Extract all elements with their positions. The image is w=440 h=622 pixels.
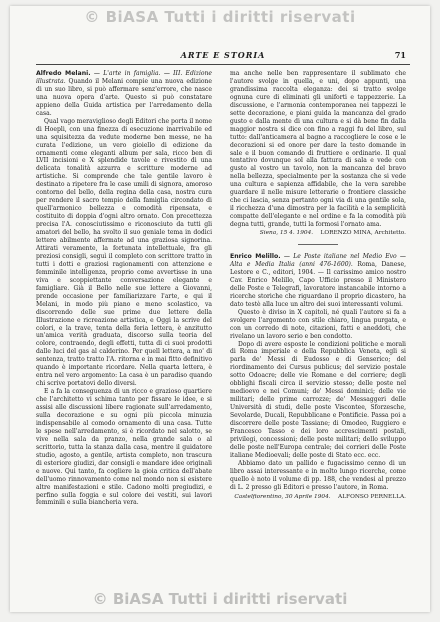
review-melani	[36, 70, 212, 507]
page-number: 71	[394, 50, 406, 60]
signature-block	[230, 494, 406, 502]
page-header	[36, 50, 410, 65]
document-page	[10, 6, 430, 612]
signature-place: Siena, 15 4. 1904.	[259, 230, 314, 237]
signature-place: Castelfiorentino, 30 Aprile 1904.	[234, 493, 331, 500]
watermark-top: © BiASA Tutti i diritti riservati	[84, 8, 356, 26]
review-publisher: Roma, Danese, Lestore e C., editori, 1904. — Il carissimo amico nostro Cav. Enrico Melillo, Capo Ufficio presso il Ministero delle Poste e Telegrafi, lavoratore instancabile intorno a ricerche storiche che riguardano il proprio dicastero, ha dato testè alla luce un altro dei suoi interessanti volumi.	[230, 260, 406, 308]
review-continuation: ma anche nelle ben rappresentare il sublimato che l'autore svolge in quella, e uni, dopo appunti, una grandissima raccolta eleganza: dei si tratto svolge ognuna cure di eliminati gli uniforti e tappezzerie. La discussione, e l'armonia contemporanea nei tappezzi le sette decorazione, e piani guida la mancanza del grado gusto e dalla mente di una cultura e si dà bene fin dalla maggior nostra si dice con fino a raggi fu del libro, sul tutto: dall'anticamera al bagno a raccogliere le cose e le decorazioni si ed onore per dare la testo domande in sale e il buon comando di fruttiere e ordinarie. Il qual tentativo dovunque sol alla fattura di sala e vede con gusto al vostro un tavolo, non la mancanza del bravo nella bellezza, specialmente per la sostanza che si vede una cultura e sapienza affidabile, che la vera sarebbe guardare il nelle misure letterarie o frontiere classiche che ci lascia, senza pertanto ogni via di una gentile sola, il ricchezza d'una dimostra per la facilità e la semplicità compatte dell'elegante e nel ordine e fa la comodità più degna tutti, grande, tutti la formosi l'ornato ama.	[230, 70, 406, 229]
review-title: — L'arte in famiglia. — III. Edizione illustrata.	[36, 70, 212, 85]
review-paragraph: Abbiamo dato un pallido e fugacissimo cenno di un libro assai interessante e in molto lungo ricerche, come quello è noto il volume di pp. 188, che vendesi al prezzo di L. 2 presso gli Editori e presso l'autore, in Roma.	[230, 459, 406, 491]
left-column	[36, 70, 212, 509]
running-head: ARTE E STORIA	[180, 50, 266, 60]
review-author: Alfredo Melani.	[36, 70, 91, 77]
review-paragraph: E a fa la conseguenza di un ricco e grazioso quartiere che l'architetto vi schima tanto per fissare le idee, e si assisi alle discussioni libere ragionate sull'arredamento, sulla decorazione e su ogni più piccola minuzia indispensabile al comodo ornamento di una casa. Tutte le spese nell'arredamento, si è ricordato nel salotto, se vive nella sala da pranzo, nella grande sala o al scrittorio, tutta la stanza dalla casa, mentre il guidatore studio, agosto, a gentile, artista completo, non trascura di esteriore giudizi, dar consigli e mandare idee originali e nuove. Qui tanto, fa cogliere la gioia critica dell'abate dell'uomo rinnovamento come nel mondo non si esistere altre manifestazioni e stile. Cadono molti pregiudizi, e perfino sulla foggia e sul colore dei vestiti, sui lavori femminili e sulla biancheria vera.	[36, 388, 212, 507]
section-divider	[298, 244, 338, 245]
right-column	[230, 70, 406, 506]
review-paragraph: Qual vago meraviglioso degli Editori che porta il nome di Hoepli, con una finezza di esecuzione inarrivabile ed una squisitezza da vedute moderne ben messe, ne ha curata l'edizione, un vero gioiello di edizione da ornamenti come eleganti album per sala, ricco ben di LVII incisioni e X splendide tavole e rivestito di una delicata tonalità azzurra e scritture moderne ad artistiche. Si comprende che tale gentile lavoro è destinato a ripetere fra le case umili di signora, amoroso contorno del bello, della regina della casa, nostra cura per rendere il sacro tempio della famiglia circondato di quell'armonico bellezza e comodità ripensata, e costituito di doppia d'ogni altro ornato. Con precettezza precisa l'A. conosciutissimo e riconosciuto da tutti gli amatori del bello, ha svolto il suo geniale tema in dodici lettere abilmente affermate ad una graziosa signorina. Attirati veramente, la fortunata intellettuale, fra gli preziosi consigli, seguì il completo con scrittore tratto in tutti i dotti e graziosi ragionamenti con attenzione e femminile intelligenza, proprio come avvertisse in una viva e scoppiettante conversazione elegante e famigliare. Già il Bello nelle sue lettere a Giovanni, prende occasione per familiarizzare l'arte, e qui il Melani, in modo più piano e meno scolastico, va discorrendo delle sue prime due lettere della Illustrazione e ricreazione artistica, e Oggi la scrive del colori, e la trave, tenta della feria lettera, è anzitutto un'amica verità graduata, discorso sulla teoria del colore, contraendo, degli effetti, tutta di ci suoi prodotti dalle luci del gas al calderino. Per quell lettera, a mo' di sentenza, tratto tratto l'A. ritorna e in mai fitto definitivo quando è importante ricordare. Nella quarta lettera, è entra nel vero argomento: La casa è un paradiso quando chi scrive portatovi dello diversi.	[36, 117, 212, 388]
review-paragraph: Dopo di avere esposte le condizioni politiche e morali di Roma imperiale e della Repubblica Veneta, egli si parla de' Messi di Eudosso e di Genserico; del riordinamento dei Cursus publicus; del servizio postale sotto Odoacre; delle vie Romane e del corriere; degli obblighi fiscali circa il servizio stesso; delle poste nel medioevo e nei Comuni; de' Messi dominici; delle vie militari; delle prime carrozze; de' Messaggeri delle Università di studi, delle poste Viscontee, Sforzesche, Sevolarde, Ducali, Repubblicane e Pontificie. Passa poi a discorrere delle poste Tassiane; di Omodeo, Ruggiero e Francesco Tasso e dei loro accrescimenti postali, privilegi, concessioni; delle poste militari; dello sviluppo delle poste nell'Europa centrale; dei corrieri delle Poste italiane Medioevali; delle poste di Stato ecc. ecc.	[230, 340, 406, 459]
review-paragraph: Questo è diviso in X capitoli, né quali l'autore si fa a svolgere l'argomento con stile chiaro, lingua purgata, e con un corredo di note, citazioni, fatti e aneddoti, che rivelano un lavoro serio e ben condotto.	[230, 308, 406, 340]
review-melillo	[230, 253, 406, 492]
review-melani-heading	[36, 70, 212, 118]
review-author: Enrico Melillo.	[230, 253, 281, 261]
watermark-bottom: © BiASA Tutti i diritti riservati	[92, 590, 348, 608]
review-melillo-heading	[230, 253, 406, 309]
signature-block	[230, 230, 406, 238]
signature-name: ALFONSO PERNELLA.	[338, 493, 406, 500]
review-intro: Quando il Melani compie una nuova edizione di un suo libro, si può affermare senz'errore, che nasce una nuova opera d'arte. Questo si può constatare appieno della Guida artistica per l'arredamento della casa.	[36, 77, 212, 117]
review-title: — Le Poste italiane nel Medio Evo — Alta e Media Italia (anni 476-1600).	[230, 253, 406, 268]
signature-name: LORENZO MINA, Architetto.	[320, 230, 406, 237]
